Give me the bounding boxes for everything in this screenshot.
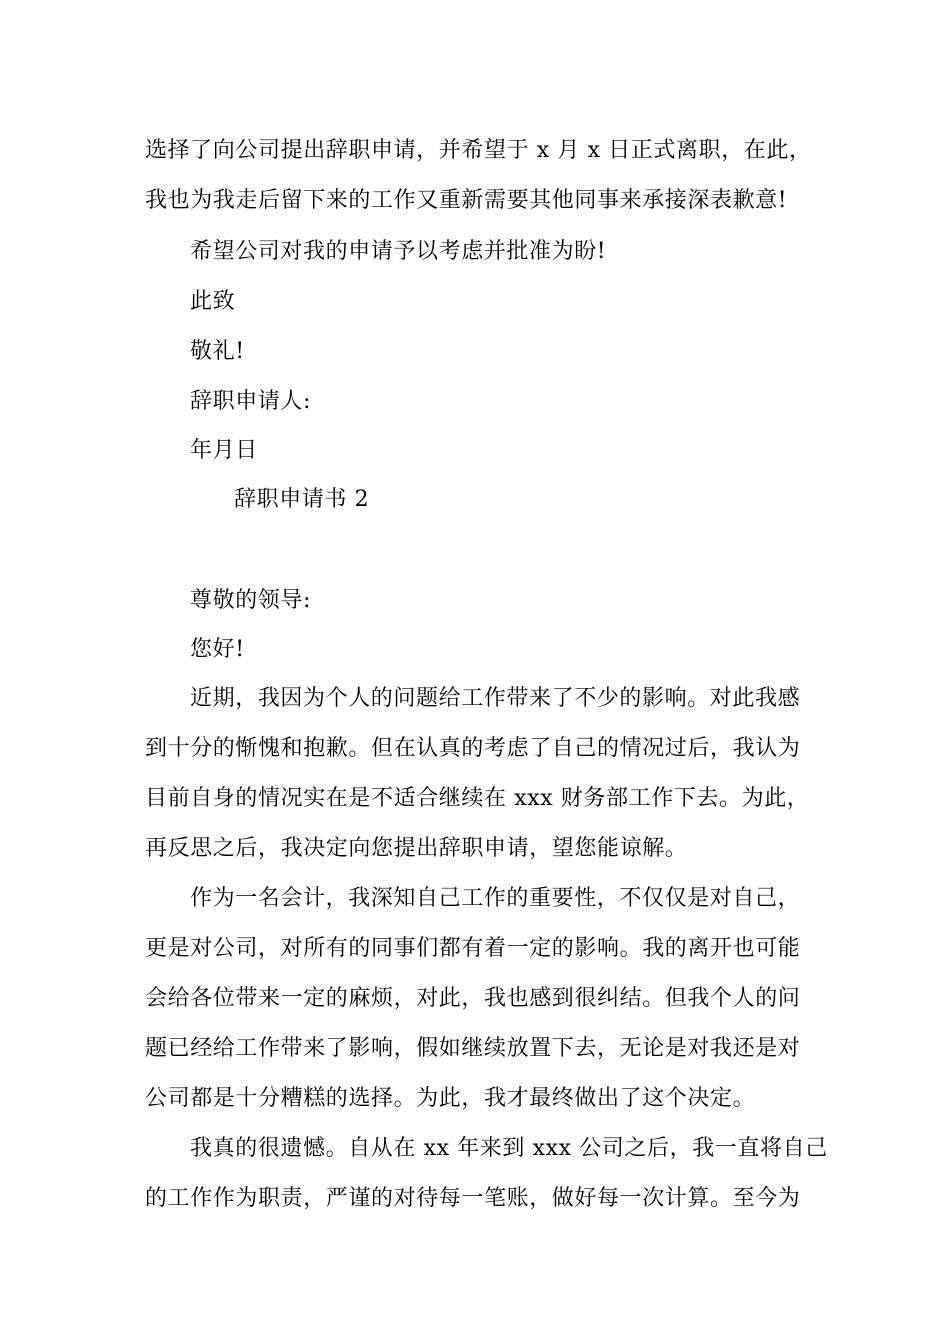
intro-line-1: 选择了向公司提出辞职申请，并希望于 x 月 x 日正式离职，在此，	[145, 138, 812, 163]
paragraph-1-line-3: 目前自身的情况实在是不适合继续在 xxx 财务部工作下去。为此，	[145, 786, 810, 811]
paragraph-2-line-4: 题已经给工作带来了影响，假如继续放置下去，无论是对我还是对	[145, 1036, 801, 1061]
paragraph-3-line-2: 的工作作为职责，严谨的对待每一笔账，做好每一次计算。至今为	[145, 1186, 801, 1211]
paragraph-1-line-4: 再反思之后，我决定向您提出辞职申请，望您能谅解。	[145, 836, 688, 861]
salutation: 尊敬的领导:	[190, 588, 312, 613]
closing-line-2: 敬礼!	[190, 339, 245, 364]
greeting: 您好!	[190, 637, 245, 662]
paragraph-2-line-5: 公司都是十分糟糕的选择。为此，我才最终做出了这个决定。	[145, 1086, 756, 1111]
intro-line-2: 我也为我走后留下来的工作又重新需要其他同事来承接深表歉意!	[145, 188, 788, 213]
paragraph-2-line-3: 会给各位带来一定的麻烦，对此，我也感到很纠结。但我个人的问	[145, 986, 801, 1011]
paragraph-2-line-2: 更是对公司，对所有的同事们都有着一定的影响。我的离开也可能	[145, 936, 801, 961]
applicant-label: 辞职申请人:	[190, 389, 312, 414]
paragraph-1-line-2: 到十分的惭愧和抱歉。但在认真的考虑了自己的情况过后，我认为	[145, 736, 801, 761]
paragraph-1-line-1: 近期，我因为个人的问题给工作带来了不少的影响。对此我感	[190, 686, 801, 711]
paragraph-2-line-1: 作为一名会计，我深知自己工作的重要性，不仅仅是对自己，	[190, 886, 801, 911]
date-label: 年月日	[190, 438, 258, 463]
paragraph-3-line-1: 我真的很遗憾。自从在 xx 年来到 xxx 公司之后，我一直将自己	[190, 1136, 828, 1161]
hope-line: 希望公司对我的申请予以考虑并批准为盼!	[190, 239, 607, 264]
closing-line-1: 此致	[190, 289, 236, 314]
section-title: 辞职申请书 2	[234, 487, 370, 512]
